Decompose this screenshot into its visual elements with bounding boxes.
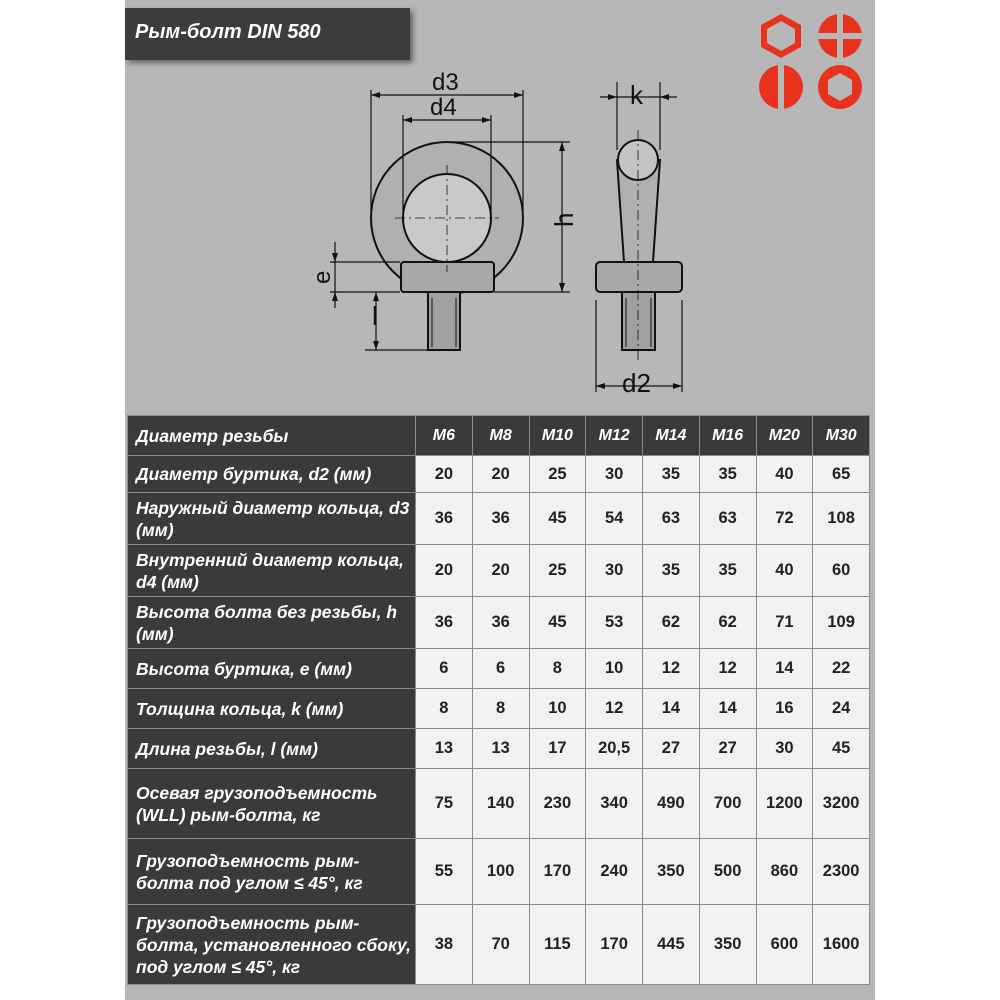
- value-cell: 36: [472, 493, 529, 545]
- value-cell: 445: [643, 905, 700, 985]
- table-row: [128, 905, 870, 985]
- label-d4: d4: [430, 94, 457, 121]
- row-label: Высота буртика, e (мм): [128, 649, 416, 689]
- value-cell: 30: [586, 545, 643, 597]
- value-cell: 54: [586, 493, 643, 545]
- row-label: Высота болта без резьбы, h (мм): [128, 597, 416, 649]
- value-cell: 63: [643, 493, 700, 545]
- table-row: [128, 729, 870, 769]
- size-cell: M20: [756, 416, 813, 456]
- value-cell: 75: [416, 769, 473, 839]
- row-label: Длина резьбы, l (мм): [128, 729, 416, 769]
- label-h: h: [549, 212, 579, 227]
- value-cell: 35: [699, 456, 756, 493]
- value-cell: 25: [529, 456, 586, 493]
- value-cell: 500: [699, 839, 756, 905]
- row-label: Наружный диаметр кольца, d3 (мм): [128, 493, 416, 545]
- table-row: [128, 769, 870, 839]
- value-cell: 45: [529, 493, 586, 545]
- value-cell: 25: [529, 545, 586, 597]
- value-cell: 109: [813, 597, 870, 649]
- row-label: Внутренний диаметр кольца, d4 (мм): [128, 545, 416, 597]
- value-cell: 1600: [813, 905, 870, 985]
- value-cell: 63: [699, 493, 756, 545]
- value-cell: 860: [756, 839, 813, 905]
- value-cell: 16: [756, 689, 813, 729]
- value-cell: 24: [813, 689, 870, 729]
- hex-outline-icon: [761, 14, 801, 58]
- value-cell: 65: [813, 456, 870, 493]
- value-cell: 55: [416, 839, 473, 905]
- front-view: [371, 142, 523, 350]
- value-cell: 35: [699, 545, 756, 597]
- value-cell: 3200: [813, 769, 870, 839]
- value-cell: 12: [586, 689, 643, 729]
- row-label: Грузоподъемность рым-болта под углом ≤ 45°, кг: [128, 839, 416, 905]
- row-label: Диаметр буртика, d2 (мм): [128, 456, 416, 493]
- value-cell: 62: [643, 597, 700, 649]
- value-cell: 36: [416, 597, 473, 649]
- value-cell: 350: [699, 905, 756, 985]
- value-cell: 340: [586, 769, 643, 839]
- label-d3: d3: [432, 69, 459, 96]
- value-cell: 14: [699, 689, 756, 729]
- value-cell: 36: [416, 493, 473, 545]
- side-view: [596, 130, 682, 360]
- value-cell: 20,5: [586, 729, 643, 769]
- value-cell: 30: [756, 729, 813, 769]
- spec-table: [127, 415, 870, 985]
- size-cell: M6: [416, 416, 473, 456]
- size-cell: M14: [643, 416, 700, 456]
- label-d2: d2: [622, 368, 651, 398]
- header-label: Диаметр резьбы: [128, 416, 416, 456]
- table-row: [128, 597, 870, 649]
- value-cell: 70: [472, 905, 529, 985]
- value-cell: 490: [643, 769, 700, 839]
- eye-bolt-drawing: [125, 62, 875, 407]
- value-cell: 20: [472, 545, 529, 597]
- value-cell: 8: [416, 689, 473, 729]
- value-cell: 8: [529, 649, 586, 689]
- value-cell: 38: [416, 905, 473, 985]
- value-cell: 27: [643, 729, 700, 769]
- value-cell: 115: [529, 905, 586, 985]
- value-cell: 108: [813, 493, 870, 545]
- value-cell: 140: [472, 769, 529, 839]
- value-cell: 45: [529, 597, 586, 649]
- value-cell: 14: [643, 689, 700, 729]
- table-row: [128, 456, 870, 493]
- value-cell: 60: [813, 545, 870, 597]
- size-cell: M8: [472, 416, 529, 456]
- row-label: Толщина кольца, k (мм): [128, 689, 416, 729]
- value-cell: 17: [529, 729, 586, 769]
- value-cell: 6: [472, 649, 529, 689]
- title-bar: [125, 8, 410, 60]
- value-cell: 10: [529, 689, 586, 729]
- value-cell: 100: [472, 839, 529, 905]
- value-cell: 8: [472, 689, 529, 729]
- value-cell: 12: [699, 649, 756, 689]
- value-cell: 1200: [756, 769, 813, 839]
- value-cell: 240: [586, 839, 643, 905]
- value-cell: 45: [813, 729, 870, 769]
- value-cell: 72: [756, 493, 813, 545]
- label-k: k: [630, 80, 643, 110]
- row-label: Осевая грузоподъемность (WLL) рым-болта, кг: [128, 769, 416, 839]
- table-row: [128, 493, 870, 545]
- value-cell: 35: [643, 545, 700, 597]
- value-cell: 30: [586, 456, 643, 493]
- value-cell: 20: [416, 545, 473, 597]
- size-cell: M10: [529, 416, 586, 456]
- label-e: e: [309, 270, 336, 284]
- value-cell: 350: [643, 839, 700, 905]
- page-title: Рым-болт DIN 580: [135, 21, 321, 43]
- value-cell: 40: [756, 456, 813, 493]
- size-cell: M16: [699, 416, 756, 456]
- header-row: [128, 416, 870, 456]
- value-cell: 27: [699, 729, 756, 769]
- value-cell: 2300: [813, 839, 870, 905]
- value-cell: 10: [586, 649, 643, 689]
- value-cell: 20: [416, 456, 473, 493]
- value-cell: 36: [472, 597, 529, 649]
- value-cell: 6: [416, 649, 473, 689]
- table-row: [128, 839, 870, 905]
- row-label: Грузоподъемность рым-болта, установленного сбоку, под углом ≤ 45°, кг: [128, 905, 416, 985]
- value-cell: 700: [699, 769, 756, 839]
- size-cell: M30: [813, 416, 870, 456]
- value-cell: 170: [586, 905, 643, 985]
- table-row: [128, 649, 870, 689]
- value-cell: 62: [699, 597, 756, 649]
- value-cell: 170: [529, 839, 586, 905]
- table-row: [128, 689, 870, 729]
- value-cell: 40: [756, 545, 813, 597]
- value-cell: 14: [756, 649, 813, 689]
- value-cell: 13: [416, 729, 473, 769]
- value-cell: 35: [643, 456, 700, 493]
- label-l: l: [372, 301, 378, 331]
- value-cell: 12: [643, 649, 700, 689]
- value-cell: 71: [756, 597, 813, 649]
- cross-recess-icon: [818, 14, 862, 58]
- value-cell: 230: [529, 769, 586, 839]
- value-cell: 600: [756, 905, 813, 985]
- value-cell: 13: [472, 729, 529, 769]
- size-cell: M12: [586, 416, 643, 456]
- table-row: [128, 545, 870, 597]
- value-cell: 53: [586, 597, 643, 649]
- value-cell: 22: [813, 649, 870, 689]
- value-cell: 20: [472, 456, 529, 493]
